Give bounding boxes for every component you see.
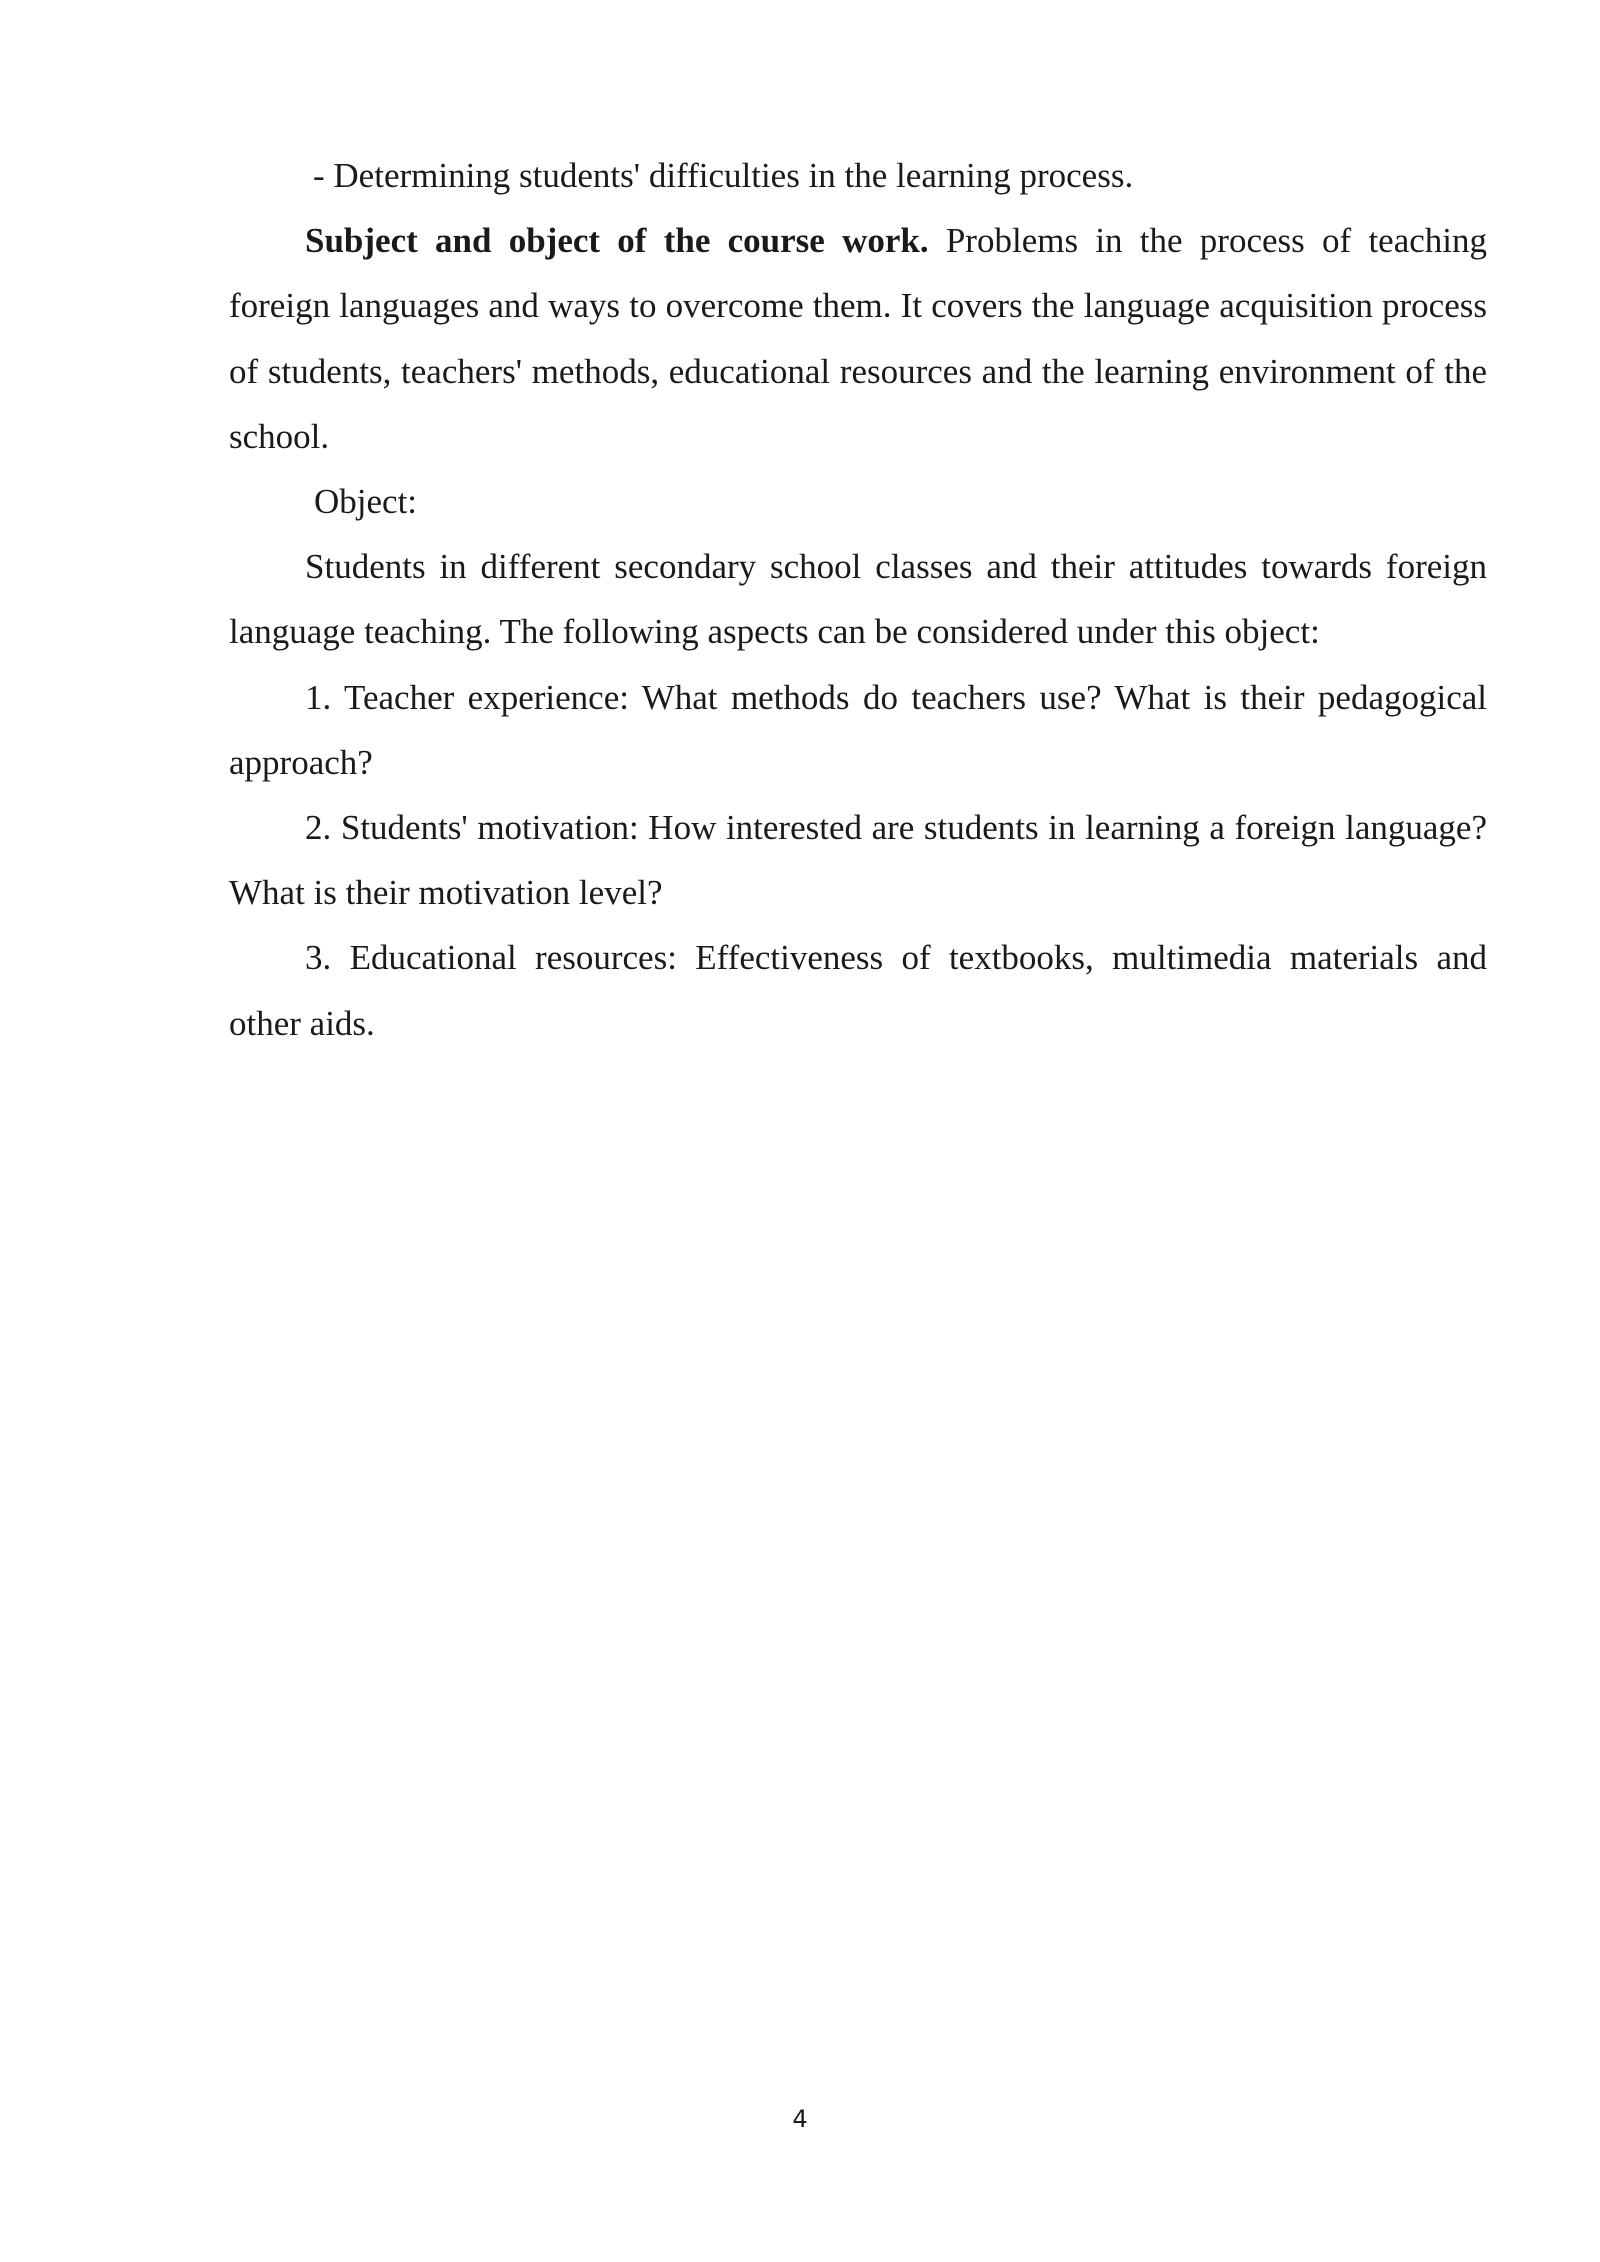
paragraph-object-description xyxy=(229,534,1487,664)
page-number: 4 xyxy=(792,2105,808,2133)
list-item-students-motivation xyxy=(229,795,1487,925)
paragraph-text: 3. Educational resources: Effectiveness of textbooks, multimedia materials and other aids. xyxy=(229,938,1487,1043)
paragraph-difficulties xyxy=(229,143,1487,208)
paragraph-text: 2. Students' motivation: How interested are students in learning a foreign language? What is their motivation level? xyxy=(229,808,1487,913)
paragraph-object-label xyxy=(229,469,1487,534)
list-item-educational-resources xyxy=(229,925,1487,1055)
paragraph-text: 1. Teacher experience: What methods do teachers use? What is their pedagogical approach? xyxy=(229,677,1487,782)
paragraph-text: Problems in the process of teaching foreign languages and ways to overcome them. It covers the language acquisition process of students, teachers' methods, educational resources and the learning environment of the school. xyxy=(229,221,1487,456)
paragraph-text: Students in different secondary school classes and their attitudes towards foreign language teaching. The following aspects can be considered under this object: xyxy=(229,547,1487,652)
paragraph-text: - Determining students' difficulties in the learning process. xyxy=(313,156,1134,195)
page-body xyxy=(229,143,1487,1056)
paragraph-subject-and-object xyxy=(229,208,1487,469)
list-item-teacher-experience xyxy=(229,665,1487,795)
paragraph-text: Object: xyxy=(314,482,418,522)
section-heading: Subject and object of the course work. xyxy=(305,221,929,261)
